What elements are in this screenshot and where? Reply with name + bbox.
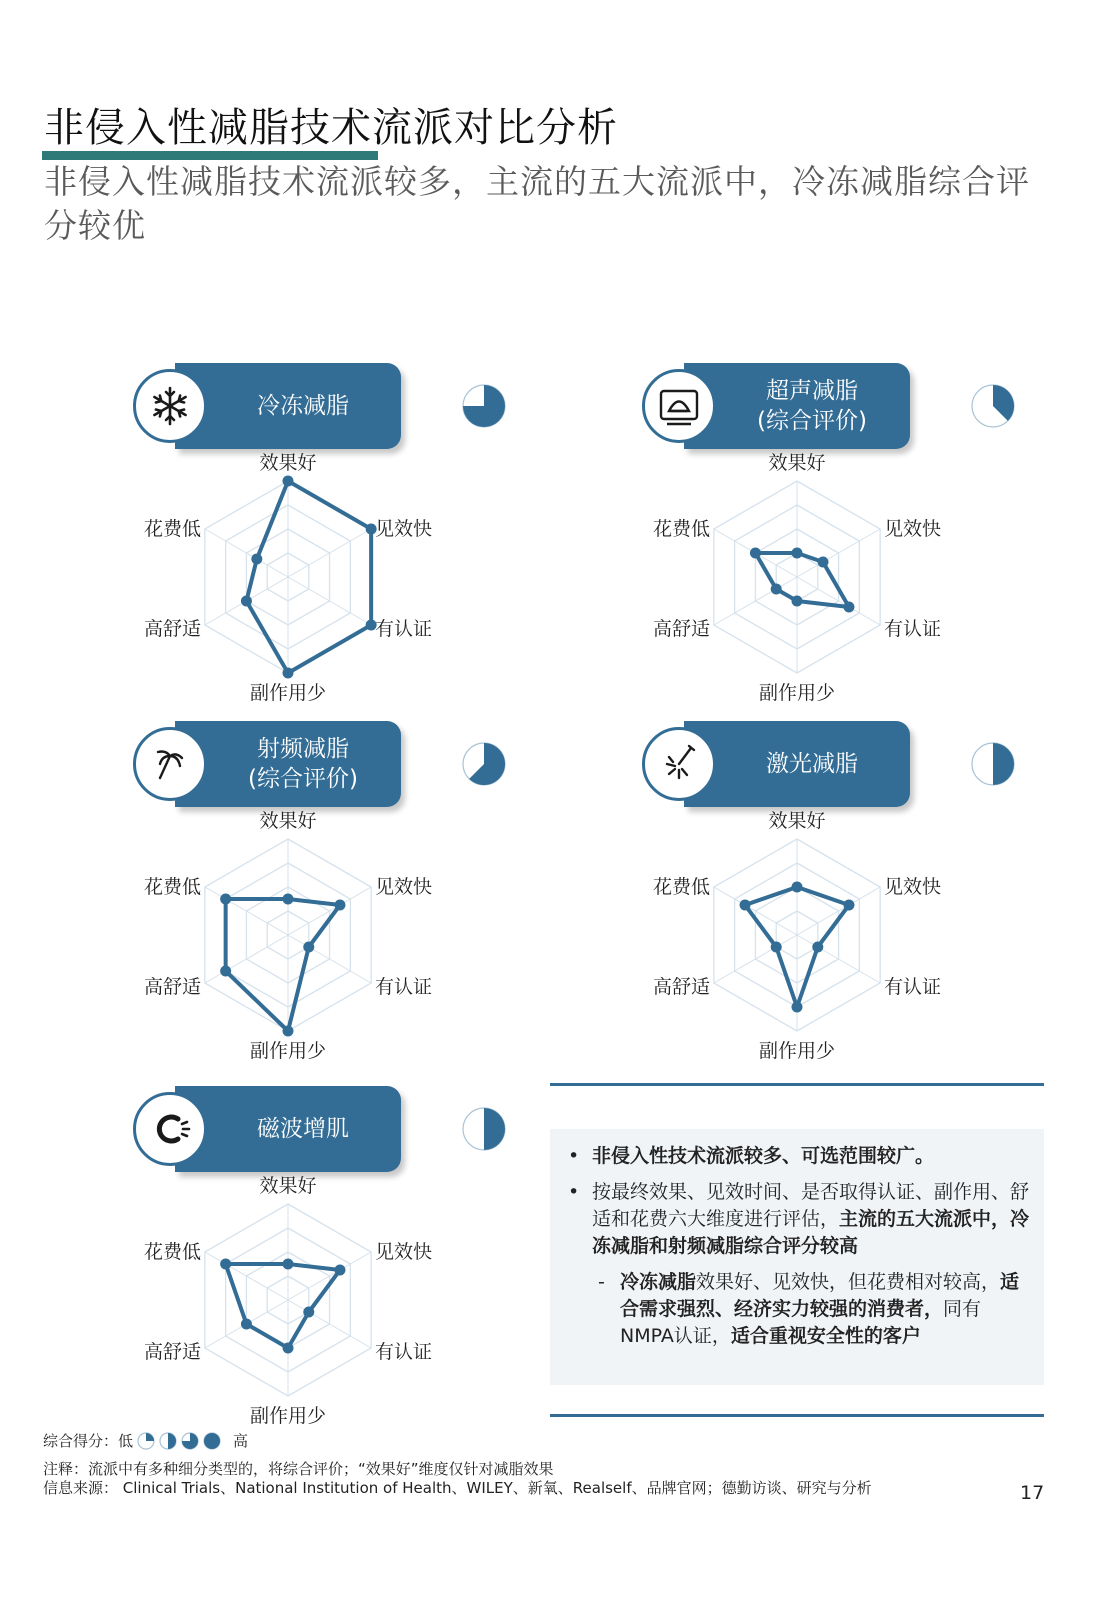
radar-data-point bbox=[283, 894, 294, 905]
radar-axis-label: 有认证 bbox=[884, 618, 942, 640]
radar-axis-label: 效果好 bbox=[259, 452, 317, 474]
radar-data-point bbox=[817, 557, 828, 568]
score-pie bbox=[970, 383, 1016, 429]
radar-data-point bbox=[792, 596, 803, 607]
radar-data-point bbox=[740, 900, 751, 911]
radar-axis-label: 效果好 bbox=[768, 452, 826, 474]
summary-text-bold: 主流的五大流派中，冷冻减脂和射频减脂综合评分较高 bbox=[592, 1208, 1030, 1257]
method-label-pill bbox=[175, 363, 401, 449]
radar-data-point bbox=[792, 548, 803, 559]
radar-data-point bbox=[283, 668, 294, 679]
radar-data-point bbox=[843, 602, 854, 613]
snowflake-icon bbox=[133, 369, 207, 443]
radar-axis-label: 见效快 bbox=[884, 876, 942, 898]
summary-text: 效果好、见效快，但花费相对较高， bbox=[696, 1271, 1001, 1293]
legend-low-label: 综合得分：低 bbox=[43, 1432, 134, 1450]
legend-pies bbox=[137, 1431, 229, 1451]
score-pie bbox=[461, 383, 507, 429]
source-note: 信息来源： Clinical Trials、National Institution of Health、WILEY、新氧、Realself、品牌官网；德勤访谈、研究与分析 bbox=[43, 1479, 872, 1497]
score-pie-fill bbox=[993, 743, 1014, 785]
radar-data-point bbox=[334, 1265, 345, 1276]
radar-data-point bbox=[812, 942, 823, 953]
radar-data-point bbox=[792, 1002, 803, 1013]
summary-text: 按最终效果、见效时间、是否取得认证、副作用、舒适和花费六大维度进行评估， bbox=[592, 1181, 1030, 1230]
radar-data-point bbox=[303, 942, 314, 953]
radar-axis-label: 高舒适 bbox=[143, 1341, 201, 1363]
radar-series-line bbox=[226, 1264, 340, 1348]
legend-pie-fill bbox=[146, 1433, 154, 1441]
radar-data-point bbox=[771, 584, 782, 595]
method-label-pill bbox=[684, 363, 910, 449]
title-underline bbox=[42, 151, 378, 160]
radar-axis-label: 副作用少 bbox=[249, 1405, 327, 1427]
score-legend bbox=[43, 1430, 248, 1451]
radar-axis-label: 效果好 bbox=[259, 1175, 317, 1197]
method-label-pill bbox=[175, 1086, 401, 1172]
ultrasound-icon bbox=[642, 369, 716, 443]
summary-box bbox=[550, 1129, 1044, 1385]
radar-axis-label: 花费低 bbox=[143, 876, 201, 898]
radar-axis-label: 高舒适 bbox=[652, 618, 710, 640]
radiofrequency-icon bbox=[133, 727, 207, 801]
method-name: 超声减脂 (综合评价) bbox=[757, 378, 867, 434]
radar-axis-label: 副作用少 bbox=[249, 1040, 327, 1062]
radar-data-point bbox=[283, 1259, 294, 1270]
radar-axis-label: 见效快 bbox=[375, 876, 433, 898]
method-label-pill bbox=[175, 721, 401, 807]
radar-data-point bbox=[283, 1343, 294, 1354]
method-name: 激光减脂 bbox=[766, 751, 858, 777]
radar-data-point bbox=[283, 476, 294, 487]
radar-axis-label: 副作用少 bbox=[758, 1040, 836, 1062]
radar-data-point bbox=[283, 1026, 294, 1037]
radar-data-point bbox=[251, 554, 262, 565]
score-pie-fill bbox=[484, 1108, 505, 1150]
radar-data-point bbox=[220, 966, 231, 977]
radar-data-point bbox=[241, 1319, 252, 1330]
magnetic-icon bbox=[133, 1092, 207, 1166]
radar-chart bbox=[642, 449, 972, 709]
info-bottom-rule bbox=[550, 1414, 1044, 1417]
radar-axis-label: 见效快 bbox=[884, 518, 942, 540]
radar-chart bbox=[642, 807, 972, 1067]
radar-axis-label: 花费低 bbox=[143, 518, 201, 540]
summary-bullet bbox=[562, 1179, 1030, 1260]
laser-icon bbox=[642, 727, 716, 801]
radar-axis-label: 见效快 bbox=[375, 518, 433, 540]
radar-chart bbox=[133, 449, 463, 709]
legend-high-label: 高 bbox=[233, 1432, 249, 1450]
method-label-pill bbox=[684, 721, 910, 807]
page-number: 17 bbox=[1020, 1482, 1045, 1504]
radar-chart bbox=[133, 807, 463, 1067]
radar-data-point bbox=[334, 900, 345, 911]
method-name: 冷冻减脂 bbox=[257, 393, 349, 419]
summary-text-bold: 适合重视安全性的客户 bbox=[730, 1325, 921, 1347]
radar-data-point bbox=[220, 1259, 231, 1270]
radar-axis-label: 花费低 bbox=[652, 518, 710, 540]
summary-text: 同有NMPA认证， bbox=[620, 1298, 982, 1347]
radar-axis-label: 有认证 bbox=[375, 976, 433, 998]
summary-bullet bbox=[562, 1143, 1030, 1170]
score-pie bbox=[970, 741, 1016, 787]
legend-pie-fill bbox=[168, 1433, 176, 1449]
radar-axis-label: 高舒适 bbox=[143, 618, 201, 640]
summary-text-bold: 适合需求强烈、经济实力较强的消费者， bbox=[620, 1271, 1020, 1320]
method-name: 射频减脂 (综合评价) bbox=[248, 736, 358, 792]
radar-axis-label: 有认证 bbox=[375, 1341, 433, 1363]
radar-data-point bbox=[792, 882, 803, 893]
summary-sub-bullet bbox=[562, 1269, 1030, 1350]
score-pie bbox=[461, 741, 507, 787]
radar-axis-label: 花费低 bbox=[652, 876, 710, 898]
radar-axis-label: 花费低 bbox=[143, 1241, 201, 1263]
radar-axis-label: 效果好 bbox=[259, 810, 317, 832]
info-top-rule bbox=[550, 1083, 1044, 1086]
radar-axis-label: 副作用少 bbox=[758, 682, 836, 704]
page-title: 非侵入性减脂技术流派对比分析 bbox=[44, 105, 618, 151]
radar-axis-label: 有认证 bbox=[375, 618, 433, 640]
method-name: 磁波增肌 bbox=[257, 1116, 349, 1142]
summary-text: 非侵入性技术流派较多、可选范围较广。 bbox=[592, 1145, 935, 1167]
radar-data-point bbox=[303, 1307, 314, 1318]
radar-data-point bbox=[843, 900, 854, 911]
radar-axis-label: 有认证 bbox=[884, 976, 942, 998]
footer-notes bbox=[43, 1460, 872, 1498]
radar-axis-label: 副作用少 bbox=[249, 682, 327, 704]
footnote: 注释：流派中有多种细分类型的，将综合评价；“效果好”维度仅针对减脂效果 bbox=[43, 1460, 554, 1478]
radar-axis-label: 见效快 bbox=[375, 1241, 433, 1263]
radar-data-point bbox=[750, 548, 761, 559]
score-pie bbox=[461, 1106, 507, 1152]
radar-data-point bbox=[771, 942, 782, 953]
radar-data-point bbox=[241, 596, 252, 607]
radar-data-point bbox=[220, 894, 231, 905]
radar-axis-label: 高舒适 bbox=[143, 976, 201, 998]
summary-text-bold: 冷冻减脂 bbox=[620, 1271, 697, 1293]
radar-axis-label: 高舒适 bbox=[652, 976, 710, 998]
page-subtitle: 非侵入性减脂技术流派较多，主流的五大流派中，冷冻减脂综合评分较优 bbox=[44, 162, 1030, 245]
legend-pie-fill bbox=[204, 1433, 220, 1449]
radar-axis-label: 效果好 bbox=[768, 810, 826, 832]
radar-chart bbox=[133, 1172, 463, 1432]
